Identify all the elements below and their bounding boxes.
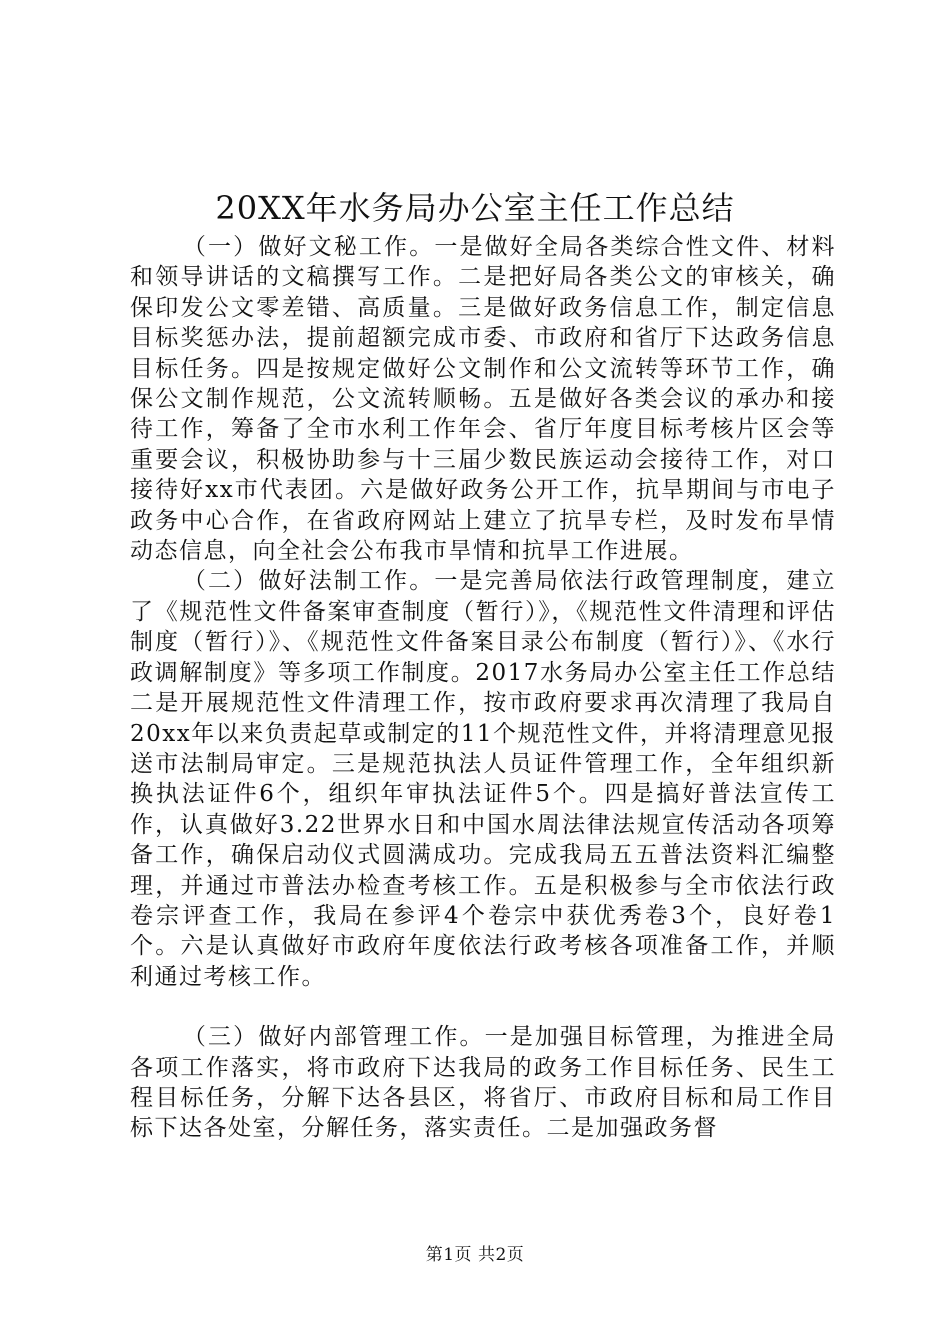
page-number-footer: 第1页 共2页	[425, 1245, 525, 1265]
paragraph-legal-work: （二）做好法制工作。一是完善局依法行政管理制度，建立了《规范性文件备案审查制度（暂行）》，《规范性文件清理和评估制度（暂行）》、《规范性文件备案目录公布制度（暂行）》、《水行政调解制度》等多项工作制度。2017水务局办公室主任工作总结二是开展规范性文件清理工作，按市政府要求再次清理了我局自20xx年以来负责起草或制定的11个规范性文件，并将清理意见报送市法制局审定。三是规范执法人员证件管理工作，全年组织新换执法证件6个，组织年审执法证件5个。四是搞好普法宣传工作，认真做好3.22世界水日和中国水周法律法规宣传活动各项筹备工作，确保启动仪式圆满成功。完成我局五五普法资料汇编整理，并通过市普法办检查考核工作。五是积极参与全市依法行政卷宗评查工作，我局在参评4个卷宗中获优秀卷3个，良好卷1个。六是认真做好市政府年度依法行政考核各项准备工作，并顺利通过考核工作。	[130, 568, 836, 990]
document-body	[130, 232, 836, 1144]
paragraph-internal-management: （三）做好内部管理工作。一是加强目标管理，为推进全局各项工作落实，将市政府下达我局的政务工作目标任务、民生工程目标任务，分解下达各县区，将省厅、市政府目标和局工作目标下达各处室，分解任务，落实责任。二是加强政务督	[130, 1024, 836, 1142]
document-title: 20XX年水务局办公室主任工作总结	[215, 189, 735, 227]
paragraph-secretarial-work: （一）做好文秘工作。一是做好全局各类综合性文件、材料和领导讲话的文稿撰写工作。二是把好局各类公文的审核关，确保印发公文零差错、高质量。三是做好政务信息工作，制定信息目标奖惩办法，提前超额完成市委、市政府和省厅下达政务信息目标任务。四是按规定做好公文制作和公文流转等环节工作，确保公文制作规范，公文流转顺畅。五是做好各类会议的承办和接待工作，筹备了全市水利工作年会、省厅年度目标考核片区会等重要会议，积极协助参与十三届少数民族运动会接待工作，对口接待好xx市代表团。六是做好政务公开工作，抗旱期间与市电子政务中心合作，在省政府网站上建立了抗旱专栏，及时发布旱情动态信息，向全社会公布我市旱情和抗旱工作进展。	[130, 234, 836, 565]
